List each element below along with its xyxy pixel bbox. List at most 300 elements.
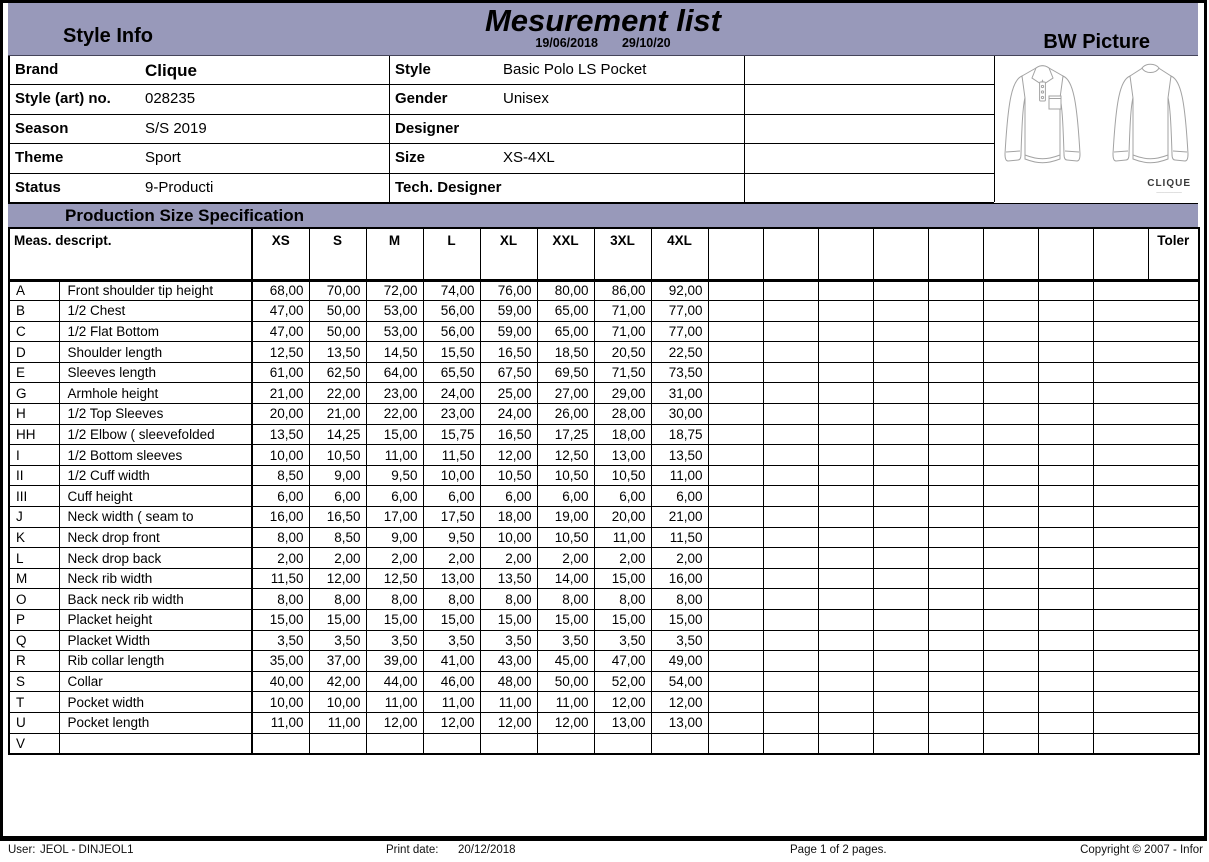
style-info-row [10, 144, 994, 173]
empty-cell [763, 733, 818, 754]
measurement-row-ii [9, 465, 1199, 486]
measurement-value: 21,00 [252, 383, 309, 404]
row-description: Pocket width [59, 692, 252, 713]
empty-cell [983, 280, 1038, 301]
print-date-value: 20/12/2018 [458, 844, 516, 856]
row-code: D [9, 342, 59, 363]
measurement-value: 21,00 [651, 507, 708, 528]
empty-size-header [1093, 228, 1148, 280]
empty-cell [873, 301, 928, 322]
empty-cell [983, 692, 1038, 713]
empty-toler-cell [1093, 651, 1199, 672]
info-label-left: Style (art) no. [15, 90, 111, 108]
row-code: II [9, 465, 59, 486]
empty-cell [928, 527, 983, 548]
empty-toler-cell [1093, 671, 1199, 692]
empty-toler-cell [1093, 383, 1199, 404]
empty-cell [818, 527, 873, 548]
measurement-value: 12,00 [480, 712, 537, 733]
measurement-row-k [9, 527, 1199, 548]
info-value-left: 9-Producti [145, 174, 390, 202]
empty-cell [763, 548, 818, 569]
empty-cell [928, 507, 983, 528]
empty-cell [708, 692, 763, 713]
measurement-value: 61,00 [252, 362, 309, 383]
info-value-left: Clique [145, 56, 390, 84]
empty-cell [1038, 383, 1093, 404]
measurement-value: 17,00 [366, 507, 423, 528]
size-header-row [9, 228, 1199, 280]
measurement-row-g [9, 383, 1199, 404]
page-title: Mesurement list [484, 3, 721, 38]
empty-cell [708, 610, 763, 631]
empty-toler-cell [1093, 692, 1199, 713]
empty-cell [708, 712, 763, 733]
measurement-row-u [9, 712, 1199, 733]
measurement-value: 12,00 [537, 712, 594, 733]
measurement-value: 3,50 [423, 630, 480, 651]
empty-cell [1038, 589, 1093, 610]
measurement-row-hh [9, 424, 1199, 445]
measurement-value: 22,50 [651, 342, 708, 363]
measurement-value: 10,50 [480, 465, 537, 486]
size-header-xl: XL [480, 228, 537, 280]
empty-cell [983, 630, 1038, 651]
measurement-value: 6,00 [252, 486, 309, 507]
empty-cell [983, 424, 1038, 445]
measurement-value: 35,00 [252, 651, 309, 672]
info-label-right: Gender [395, 90, 448, 108]
measurement-value: 76,00 [480, 280, 537, 301]
empty-cell [983, 568, 1038, 589]
measurement-value: 12,00 [651, 692, 708, 713]
empty-cell [818, 671, 873, 692]
empty-cell [1038, 630, 1093, 651]
measurement-row-o [9, 589, 1199, 610]
measurement-value: 11,00 [423, 692, 480, 713]
measurement-value: 10,00 [252, 692, 309, 713]
row-description [59, 733, 252, 754]
measurement-value: 53,00 [366, 301, 423, 322]
empty-cell [983, 507, 1038, 528]
empty-cell [983, 712, 1038, 733]
empty-cell [708, 383, 763, 404]
empty-cell [873, 383, 928, 404]
measurement-row-r [9, 651, 1199, 672]
empty-cell [928, 712, 983, 733]
empty-cell [763, 445, 818, 466]
measurement-value: 26,00 [537, 404, 594, 425]
empty-cell [818, 404, 873, 425]
row-code: Q [9, 630, 59, 651]
empty-cell [873, 610, 928, 631]
empty-cell [818, 568, 873, 589]
measurement-value: 12,50 [537, 445, 594, 466]
measurement-value: 11,00 [309, 712, 366, 733]
measurement-value: 10,50 [309, 445, 366, 466]
info-value-left: 028235 [145, 85, 390, 113]
empty-cell [818, 589, 873, 610]
empty-cell [763, 589, 818, 610]
empty-cell [928, 342, 983, 363]
measurement-value [423, 733, 480, 754]
measurement-table-wrap [8, 227, 1198, 755]
measurement-value: 10,00 [480, 527, 537, 548]
info-value-right: Basic Polo LS Pocket [503, 56, 745, 84]
empty-toler-cell [1093, 465, 1199, 486]
row-code: M [9, 568, 59, 589]
measurement-value: 9,00 [309, 465, 366, 486]
empty-cell [818, 630, 873, 651]
empty-cell [1038, 610, 1093, 631]
empty-cell [983, 651, 1038, 672]
empty-cell [928, 651, 983, 672]
empty-cell [928, 589, 983, 610]
measurement-row-iii [9, 486, 1199, 507]
empty-cell [873, 527, 928, 548]
measurement-value: 40,00 [252, 671, 309, 692]
measurement-value: 68,00 [252, 280, 309, 301]
row-code: III [9, 486, 59, 507]
row-description: Sleeves length [59, 362, 252, 383]
style-info-section [8, 56, 1198, 203]
measurement-value: 6,00 [480, 486, 537, 507]
empty-toler-cell [1093, 280, 1199, 301]
measurement-value: 11,00 [651, 465, 708, 486]
empty-cell [873, 630, 928, 651]
measurement-value: 2,00 [252, 548, 309, 569]
empty-cell [763, 383, 818, 404]
measurement-value: 56,00 [423, 301, 480, 322]
measurement-value: 20,50 [594, 342, 651, 363]
info-value-right [503, 115, 745, 143]
measurement-value: 12,00 [423, 712, 480, 733]
empty-cell [1038, 362, 1093, 383]
measurement-value: 73,50 [651, 362, 708, 383]
empty-size-header [1038, 228, 1093, 280]
empty-cell [928, 630, 983, 651]
empty-cell [983, 445, 1038, 466]
measurement-value: 15,00 [423, 610, 480, 631]
measurement-value: 23,00 [366, 383, 423, 404]
measurement-value: 21,00 [309, 404, 366, 425]
measurement-value: 50,00 [309, 301, 366, 322]
empty-cell [1038, 568, 1093, 589]
empty-cell [818, 342, 873, 363]
user-value: JEOL - DINJEOL1 [40, 844, 134, 856]
measurement-value: 64,00 [366, 362, 423, 383]
row-description: Collar [59, 671, 252, 692]
empty-cell [818, 610, 873, 631]
polo-shirt-drawing [995, 56, 1199, 188]
empty-cell [763, 568, 818, 589]
empty-cell [983, 527, 1038, 548]
measurement-value: 41,00 [423, 651, 480, 672]
measurement-value: 20,00 [594, 507, 651, 528]
measurement-value: 14,25 [309, 424, 366, 445]
empty-cell [928, 404, 983, 425]
row-description: Placket Width [59, 630, 252, 651]
measurement-value: 6,00 [366, 486, 423, 507]
size-header-xs: XS [252, 228, 309, 280]
measurement-value: 65,00 [537, 301, 594, 322]
measurement-value: 10,50 [537, 527, 594, 548]
empty-cell [873, 342, 928, 363]
measurement-value: 92,00 [651, 280, 708, 301]
empty-cell [818, 383, 873, 404]
measurement-value: 9,50 [423, 527, 480, 548]
empty-cell [763, 301, 818, 322]
measurement-value: 14,00 [537, 568, 594, 589]
measurement-value: 44,00 [366, 671, 423, 692]
row-code: P [9, 610, 59, 631]
empty-cell [873, 568, 928, 589]
measurement-value: 14,50 [366, 342, 423, 363]
row-code: U [9, 712, 59, 733]
empty-cell [928, 321, 983, 342]
measurement-value: 20,00 [252, 404, 309, 425]
empty-cell [1038, 465, 1093, 486]
empty-cell [818, 424, 873, 445]
empty-toler-cell [1093, 301, 1199, 322]
empty-cell [873, 692, 928, 713]
measurement-row-q [9, 630, 1199, 651]
empty-cell [763, 342, 818, 363]
measurement-value: 62,50 [309, 362, 366, 383]
measurement-value: 39,00 [366, 651, 423, 672]
measurement-value: 8,50 [252, 465, 309, 486]
empty-cell [763, 692, 818, 713]
measurement-value: 12,50 [366, 568, 423, 589]
measurement-value: 16,00 [252, 507, 309, 528]
measurement-value: 15,00 [309, 610, 366, 631]
measurement-value: 30,00 [651, 404, 708, 425]
empty-cell [873, 321, 928, 342]
date-modified: 29/10/20 [621, 36, 671, 50]
copyright-text: Copyright © 2007 - Infor [1080, 844, 1203, 856]
measurement-value: 18,00 [480, 507, 537, 528]
empty-cell [1038, 301, 1093, 322]
measurement-value: 11,50 [651, 527, 708, 548]
measurement-value: 23,00 [423, 404, 480, 425]
empty-size-header [708, 228, 763, 280]
measurement-value: 6,00 [594, 486, 651, 507]
empty-cell [1038, 424, 1093, 445]
row-code: O [9, 589, 59, 610]
measurement-value: 11,00 [366, 692, 423, 713]
info-label-right: Designer [395, 119, 460, 137]
row-code: R [9, 651, 59, 672]
empty-cell [1038, 692, 1093, 713]
empty-toler-cell [1093, 548, 1199, 569]
info-value-left: S/S 2019 [145, 115, 390, 143]
empty-cell [873, 486, 928, 507]
style-info-row [10, 85, 994, 114]
measurement-value: 11,50 [252, 568, 309, 589]
measurement-value: 8,00 [594, 589, 651, 610]
measurement-row-s [9, 671, 1199, 692]
empty-cell [983, 589, 1038, 610]
empty-cell [1038, 548, 1093, 569]
empty-toler-cell [1093, 342, 1199, 363]
measurement-value: 71,00 [594, 321, 651, 342]
empty-cell [873, 651, 928, 672]
row-description: Neck drop back [59, 548, 252, 569]
measurement-row-v [9, 733, 1199, 754]
measurement-value: 77,00 [651, 321, 708, 342]
clique-logo-text: CLIQUE [1147, 178, 1191, 189]
empty-cell [763, 630, 818, 651]
measurement-value: 15,00 [651, 610, 708, 631]
measurement-value: 70,00 [309, 280, 366, 301]
empty-cell [983, 610, 1038, 631]
polo-shirt-front-drawing [1005, 66, 1080, 163]
empty-cell [763, 610, 818, 631]
empty-cell [983, 465, 1038, 486]
measurement-value: 3,50 [594, 630, 651, 651]
measurement-value: 13,50 [252, 424, 309, 445]
empty-toler-cell [1093, 610, 1199, 631]
empty-cell [873, 362, 928, 383]
measurement-value: 10,50 [594, 465, 651, 486]
empty-cell [1038, 651, 1093, 672]
empty-toler-cell [1093, 630, 1199, 651]
measurement-value: 47,00 [252, 301, 309, 322]
empty-toler-cell [1093, 404, 1199, 425]
row-description: Front shoulder tip height [59, 280, 252, 301]
measurement-value: 16,50 [480, 342, 537, 363]
empty-cell [763, 362, 818, 383]
measurement-value: 10,00 [309, 692, 366, 713]
measurement-value: 18,50 [537, 342, 594, 363]
measurement-value: 31,00 [651, 383, 708, 404]
empty-cell [708, 342, 763, 363]
measurement-value: 22,00 [366, 404, 423, 425]
row-description: 1/2 Chest [59, 301, 252, 322]
row-description: 1/2 Cuff width [59, 465, 252, 486]
row-code: HH [9, 424, 59, 445]
measurement-value: 3,50 [366, 630, 423, 651]
measurement-value: 22,00 [309, 383, 366, 404]
measurement-value: 8,00 [309, 589, 366, 610]
empty-cell [818, 548, 873, 569]
measurement-value: 2,00 [423, 548, 480, 569]
empty-cell [1038, 445, 1093, 466]
measurement-value: 15,00 [537, 610, 594, 631]
row-code: B [9, 301, 59, 322]
empty-cell [708, 630, 763, 651]
measurement-value: 10,00 [423, 465, 480, 486]
row-description: Rib collar length [59, 651, 252, 672]
measurement-value: 29,00 [594, 383, 651, 404]
empty-cell [708, 671, 763, 692]
row-code: L [9, 548, 59, 569]
empty-cell [1038, 527, 1093, 548]
row-code: J [9, 507, 59, 528]
size-header-3xl: 3XL [594, 228, 651, 280]
measurement-value: 71,00 [594, 301, 651, 322]
empty-toler-cell [1093, 527, 1199, 548]
measurement-value: 43,00 [480, 651, 537, 672]
row-code: E [9, 362, 59, 383]
style-info-section-label: Style Info [63, 25, 154, 47]
row-code: T [9, 692, 59, 713]
report-footer [0, 844, 1209, 860]
polo-shirt-back-drawing [1113, 64, 1188, 163]
empty-cell [983, 671, 1038, 692]
size-header-xxl: XXL [537, 228, 594, 280]
row-description: Armhole height [59, 383, 252, 404]
measurement-value: 2,00 [537, 548, 594, 569]
empty-cell [708, 424, 763, 445]
empty-size-header [818, 228, 873, 280]
measurement-value: 10,50 [537, 465, 594, 486]
empty-cell [763, 671, 818, 692]
empty-toler-cell [1093, 568, 1199, 589]
measurement-value [651, 733, 708, 754]
empty-cell [873, 465, 928, 486]
row-description: Cuff height [59, 486, 252, 507]
measurement-value: 28,00 [594, 404, 651, 425]
measurement-value: 6,00 [423, 486, 480, 507]
empty-cell [928, 445, 983, 466]
empty-toler-cell [1093, 733, 1199, 754]
measurement-value: 25,00 [480, 383, 537, 404]
empty-size-header [873, 228, 928, 280]
empty-cell [708, 301, 763, 322]
empty-cell [708, 280, 763, 301]
measurement-value: 15,00 [366, 610, 423, 631]
style-info-row [10, 174, 994, 203]
title-block [8, 4, 1198, 50]
empty-cell [763, 465, 818, 486]
empty-cell [708, 589, 763, 610]
info-value-right: Unisex [503, 85, 745, 113]
measurement-value: 6,00 [537, 486, 594, 507]
row-description: Neck rib width [59, 568, 252, 589]
measurement-value: 3,50 [651, 630, 708, 651]
measurement-value: 8,00 [423, 589, 480, 610]
empty-toler-cell [1093, 321, 1199, 342]
empty-size-header [928, 228, 983, 280]
measurement-value: 10,00 [252, 445, 309, 466]
measurement-value: 8,00 [480, 589, 537, 610]
empty-cell [983, 301, 1038, 322]
measurement-value: 11,00 [594, 527, 651, 548]
empty-cell [708, 507, 763, 528]
empty-cell [1038, 671, 1093, 692]
empty-cell [708, 527, 763, 548]
empty-cell [928, 568, 983, 589]
empty-cell [928, 362, 983, 383]
measurement-value: 13,50 [309, 342, 366, 363]
measurement-table [8, 227, 1200, 755]
empty-cell [708, 486, 763, 507]
measurement-value [366, 733, 423, 754]
row-code: K [9, 527, 59, 548]
row-code: S [9, 671, 59, 692]
empty-cell [708, 733, 763, 754]
measurement-value: 12,00 [366, 712, 423, 733]
empty-cell [873, 424, 928, 445]
measurement-value: 48,00 [480, 671, 537, 692]
measurement-value: 6,00 [309, 486, 366, 507]
measurement-value: 42,00 [309, 671, 366, 692]
empty-cell [763, 712, 818, 733]
measurement-value: 15,00 [594, 568, 651, 589]
measurement-rows [9, 280, 1199, 754]
row-description: 1/2 Top Sleeves [59, 404, 252, 425]
